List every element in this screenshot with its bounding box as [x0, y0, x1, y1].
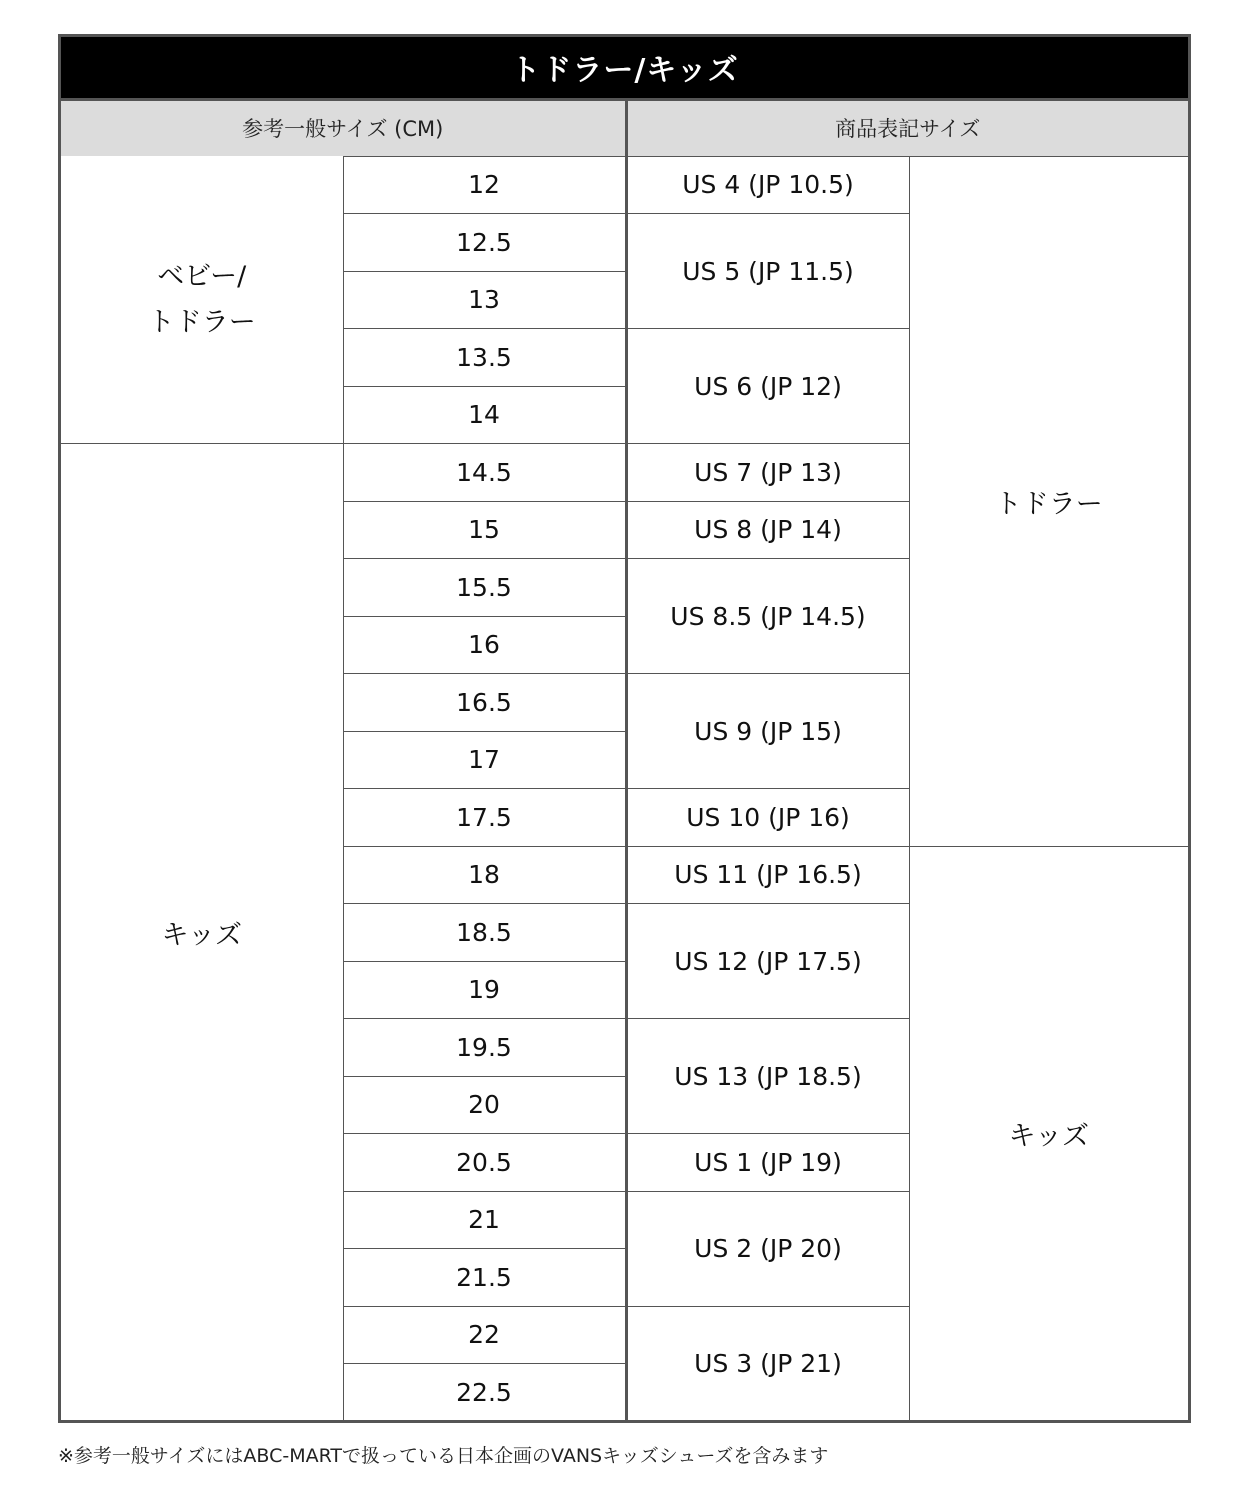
cm-cell: 19	[343, 961, 626, 1019]
cm-cell: 14	[343, 386, 626, 444]
cm-cell: 15	[343, 501, 626, 559]
cm-cell: 16.5	[343, 674, 626, 732]
us-cell: US 8 (JP 14)	[626, 501, 909, 559]
category-baby-toddler-label: ベビー/ トドラー	[147, 260, 256, 338]
cm-cell: 14.5	[343, 444, 626, 502]
cm-cell: 18	[343, 846, 626, 904]
us-cell: US 11 (JP 16.5)	[626, 846, 909, 904]
cm-cell: 15.5	[343, 559, 626, 617]
us-cell: US 2 (JP 20)	[626, 1191, 909, 1306]
header-general-size: 参考一般サイズ (CM)	[61, 99, 626, 156]
table-title: トドラー/キッズ	[61, 37, 1188, 99]
cm-cell: 22	[343, 1306, 626, 1364]
cm-cell: 16	[343, 616, 626, 674]
us-cell: US 7 (JP 13)	[626, 444, 909, 502]
cm-cell: 20	[343, 1076, 626, 1134]
size-chart-frame	[58, 34, 1191, 1423]
cm-cell: 13.5	[343, 329, 626, 387]
us-cell: US 4 (JP 10.5)	[626, 156, 909, 214]
size-chart-table	[61, 37, 1188, 1421]
us-cell: US 3 (JP 21)	[626, 1306, 909, 1421]
cm-cell: 22.5	[343, 1364, 626, 1422]
product-category-kids: キッズ	[909, 846, 1188, 1421]
us-cell: US 13 (JP 18.5)	[626, 1019, 909, 1134]
category-kids: キッズ	[61, 444, 343, 1422]
cm-cell: 12	[343, 156, 626, 214]
header-product-size: 商品表記サイズ	[626, 99, 1188, 156]
us-cell: US 6 (JP 12)	[626, 329, 909, 444]
us-cell: US 12 (JP 17.5)	[626, 904, 909, 1019]
cm-cell: 19.5	[343, 1019, 626, 1077]
cm-cell: 13	[343, 271, 626, 329]
category-baby-toddler	[61, 156, 343, 444]
us-cell: US 8.5 (JP 14.5)	[626, 559, 909, 674]
us-cell: US 1 (JP 19)	[626, 1134, 909, 1192]
footnote: ※参考一般サイズにはABC-MARTで扱っている日本企画のVANSキッズシューズを含みます	[58, 1445, 829, 1467]
cm-cell: 21.5	[343, 1249, 626, 1307]
us-cell: US 5 (JP 11.5)	[626, 214, 909, 329]
product-category-toddler: トドラー	[909, 156, 1188, 846]
us-cell: US 9 (JP 15)	[626, 674, 909, 789]
cm-cell: 18.5	[343, 904, 626, 962]
cm-cell: 12.5	[343, 214, 626, 272]
cm-cell: 20.5	[343, 1134, 626, 1192]
us-cell: US 10 (JP 16)	[626, 789, 909, 847]
cm-cell: 17	[343, 731, 626, 789]
cm-cell: 17.5	[343, 789, 626, 847]
cm-cell: 21	[343, 1191, 626, 1249]
